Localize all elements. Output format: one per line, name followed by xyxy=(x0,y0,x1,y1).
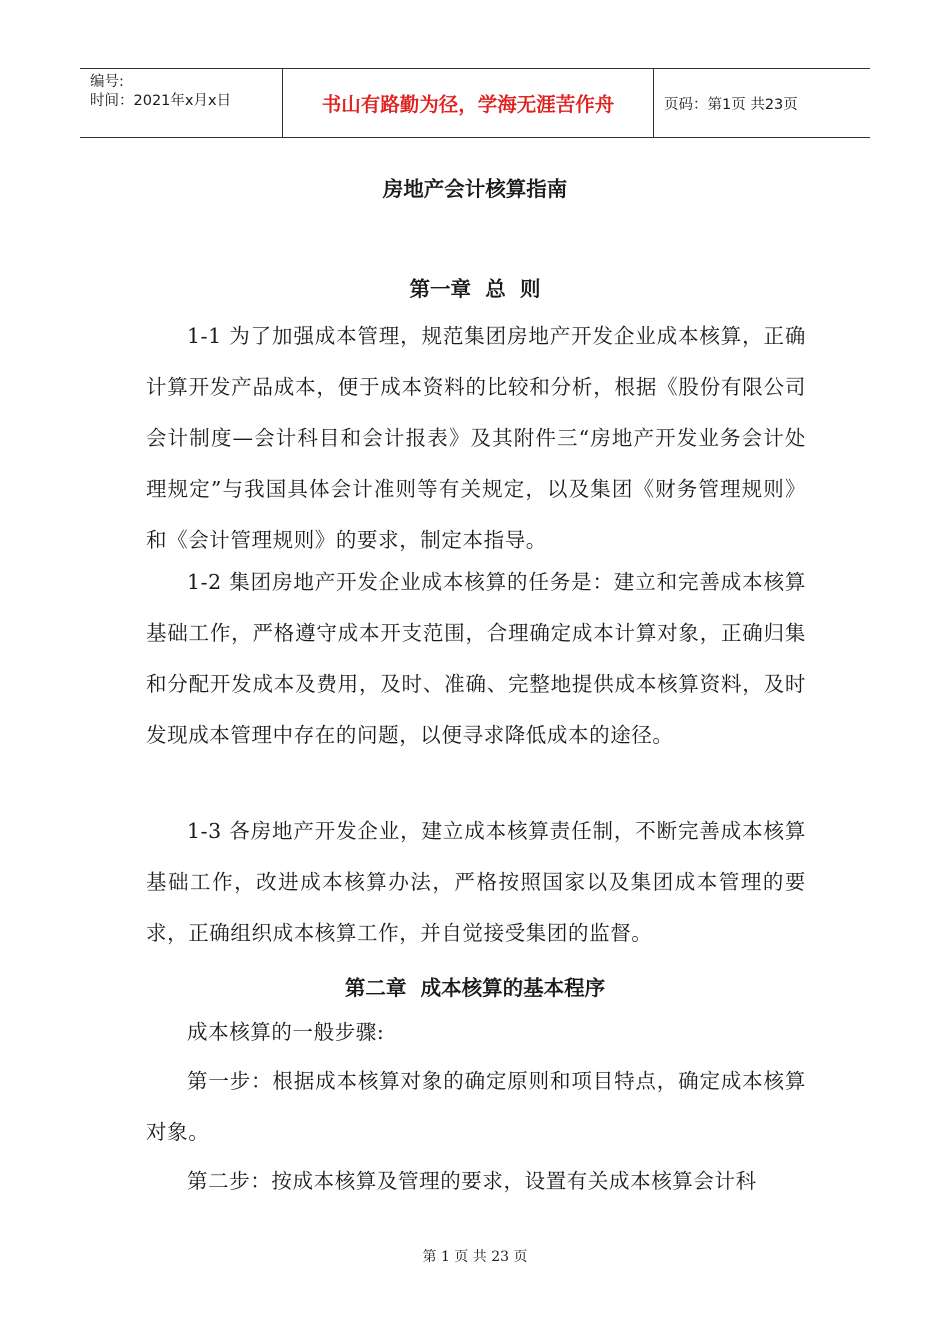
paragraph-1-3: 1-3 各房地产开发企业，建立成本核算责任制，不断完善成本核算基础工作，改进成本核算办法，严格按照国家以及集团成本管理的要求，正确组织成本核算工作，并自觉接受集团的监督。 xyxy=(146,819,806,945)
paragraph-2-step1: 第一步：根据成本核算对象的确定原则和项目特点，确定成本核算对象。 xyxy=(146,1069,806,1144)
paragraph-1-2: 1-2 集团房地产开发企业成本核算的任务是：建立和完善成本核算基础工作，严格遵守成本开支范围，合理确定成本计算对象，正确归集和分配开发成本及费用，及时、准确、完整地提供成本核算资料，及时发现成本管理中存在的问题，以便寻求降低成本的途径。 xyxy=(146,570,806,747)
paragraph-1-1: 1-1 为了加强成本管理，规范集团房地产开发企业成本核算，正确计算开发产品成本，便于成本资料的比较和分析，根据《股份有限公司会计制度—会计科目和会计报表》及其附件三“房地产开发业务会计处理规定”与我国具体会计准则等有关规定，以及集团《财务管理规则》和《会计管理规则》的要求，制定本指导。 xyxy=(146,324,806,552)
header-meta xyxy=(80,69,282,137)
serial-number-label: 编号: xyxy=(90,74,124,90)
page-footer: 第 1 页 共 23 页 xyxy=(422,1249,528,1265)
document-title: 房地产会计核算指南 xyxy=(382,177,568,201)
time-label: 时间：2021年x月x日 xyxy=(90,93,232,109)
paragraph-2-intro: 成本核算的一般步骤: xyxy=(187,1020,385,1044)
header-page-info: 页码：第1页 共23页 xyxy=(664,96,798,113)
paragraph-2-step2: 第二步：按成本核算及管理的要求，设置有关成本核算会计科 xyxy=(187,1169,757,1193)
chapter-1-title: 第一章 总 则 xyxy=(409,277,541,301)
page-header xyxy=(80,68,870,138)
chapter-2-title: 第二章 成本核算的基本程序 xyxy=(344,976,606,1000)
header-motto: 书山有路勤为径，学海无涯苦作舟 xyxy=(282,69,654,137)
